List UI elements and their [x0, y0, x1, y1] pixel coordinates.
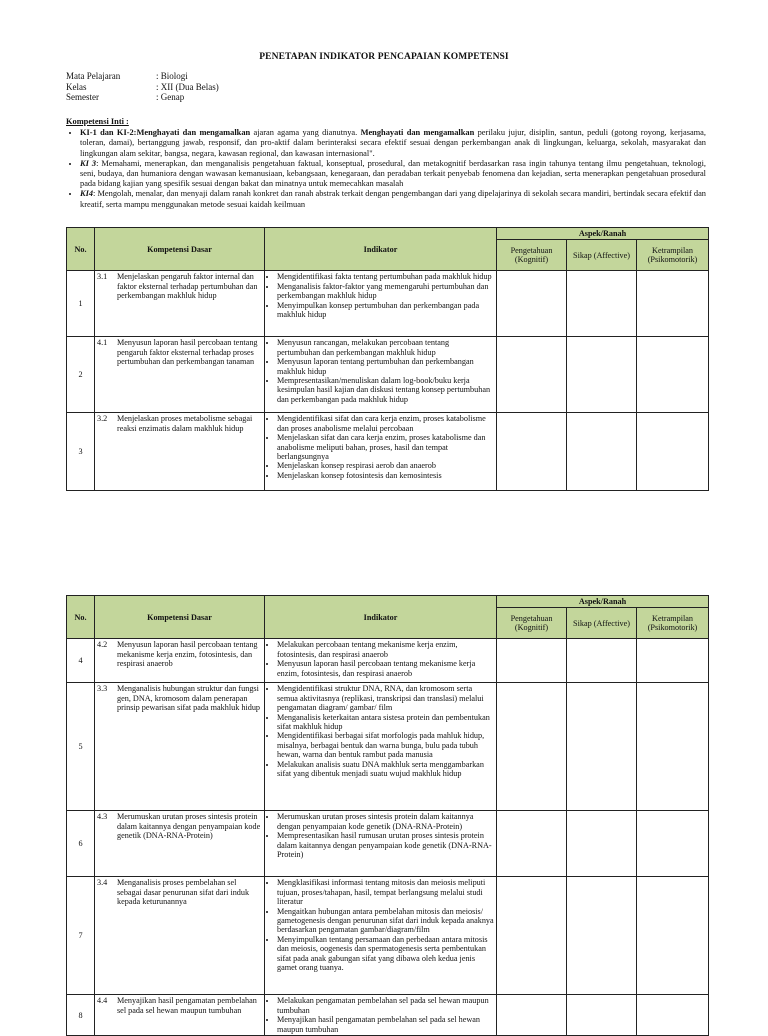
aspek-pengetahuan-cell [497, 683, 567, 811]
kd-text: Merumuskan urutan proses sintesis protein dalam kaitannya dengan penyampaian kode genetik (DNA-RNA-Protein) [117, 812, 261, 841]
table-row [67, 877, 709, 995]
info-label: Mata Pelajaran [66, 71, 121, 81]
row-number: 1 [67, 271, 95, 337]
header-keterampilan: Ketrampilan (Psikomotorik) [637, 608, 709, 639]
table-row [67, 337, 709, 413]
ki-lead: KI-1 dan KI-2: [80, 128, 137, 138]
indikator-cell [265, 271, 497, 337]
info-row [66, 71, 219, 82]
header-pengetahuan: Pengetahuan (Kognitif) [497, 240, 567, 271]
indikator-item: • Mengidentifikasi berbagai sifat morfologis pada mahluk hidup, misalnya, berbagai bentuk dan warna bunga, bulu pada tubuh hewan, warna dan bentuk rambut pada manusia [277, 731, 494, 759]
aspek-pengetahuan-cell [497, 413, 567, 491]
aspek-keterampilan-cell [637, 877, 709, 995]
aspek-sikap-cell [567, 639, 637, 683]
row-number: 6 [67, 811, 95, 877]
aspek-pengetahuan-cell [497, 271, 567, 337]
kd-number: 4.3 [97, 812, 108, 822]
aspek-pengetahuan-cell [497, 995, 567, 1036]
ki-list [66, 128, 706, 210]
table-row [67, 811, 709, 877]
kompetensi-dasar-cell [95, 413, 265, 491]
header-sikap: Sikap (Affective) [567, 608, 637, 639]
aspek-pengetahuan-cell [497, 337, 567, 413]
info-value: : XII (Dua Belas) [156, 81, 219, 92]
table-row [67, 271, 709, 337]
ki-text: : Mengolah, menalar, dan menyaji dalam ranah konkret dan ranah abstrak terkait dengan pengembangan dari yang dipelajarinya di sekolah secara mandiri, bertindak secara efektif dan kreatif, serta mampu menggunakan metode sesuai kaidah keilmuan [80, 189, 706, 209]
kd-text: Menyusun laporan hasil percobaan tentang pengaruh faktor eksternal terhadap proses pertumbuhan dan perkembangan tanaman [117, 338, 258, 367]
indikator-item: • Menyusun laporan hasil percobaan tentang mekanisme kerja enzim, fotosintesis, dan respirasi anaerob [277, 659, 494, 678]
row-number: 2 [67, 337, 95, 413]
aspek-keterampilan-cell [637, 337, 709, 413]
indikator-item: • Menjelaskan konsep fotosintesis dan kemosintesis [277, 471, 494, 480]
header-aspek: Aspek/Ranah [497, 596, 709, 608]
indikator-item: • Mempresentasikan hasil rumusan urutan proses sintesis protein dalam kaitannya dengan penyampaian kode genetik (DNA-RNA-Protein) [277, 831, 494, 859]
kompetensi-inti [66, 117, 706, 210]
aspek-pengetahuan-cell [497, 877, 567, 995]
indikator-cell [265, 877, 497, 995]
indikator-item: • Menyajikan hasil pengamatan pembelahan sel pada sel hewan maupun tumbuhan [277, 1015, 494, 1034]
indikator-item: • Menyimpulkan konsep pertumbuhan dan perkembangan pada makhluk hidup [277, 301, 494, 320]
table-row [67, 413, 709, 491]
header-pengetahuan: Pengetahuan (Kognitif) [497, 608, 567, 639]
indikator-item: • Menjelaskan sifat dan cara kerja enzim, proses katabolisme dan anabolisme meliputi bahan, proses, hasil dan tempat berlangsungnya [277, 433, 494, 461]
kd-number: 3.3 [97, 684, 108, 694]
ki-item [80, 159, 706, 190]
indikator-list [267, 684, 494, 778]
indikator-item: • Menganalisis keterkaitan antara sistesa protein dan pembentukan sifat makhluk hidup [277, 713, 494, 732]
ki-item [80, 128, 706, 159]
kd-text: Menganalisis hubungan struktur dan fungsi gen, DNA, kromosom dalam penerapan prinsip pewarisan sifat pada makhluk hidup [117, 684, 261, 713]
info-row [66, 92, 219, 103]
competency-table-2 [66, 595, 709, 1036]
table-row [67, 995, 709, 1036]
aspek-keterampilan-cell [637, 683, 709, 811]
aspek-keterampilan-cell [637, 413, 709, 491]
kd-number: 3.2 [97, 414, 108, 424]
indikator-item: • Merumuskan urutan proses sintesis protein dalam kaitannya dengan penyampaian kode genetik (DNA-RNA-Protein) [277, 812, 494, 831]
kompetensi-dasar-cell [95, 683, 265, 811]
kd-number: 4.1 [97, 338, 108, 348]
indikator-list [267, 812, 494, 859]
aspek-sikap-cell [567, 995, 637, 1036]
indikator-item: • Melakukan pengamatan pembelahan sel pada sel hewan maupun tumbuhan [277, 996, 494, 1015]
ki-item [80, 189, 706, 209]
ki-emphasis: Menghayati dan mengamalkan [136, 128, 251, 138]
indikator-item: • Menyimpulkan tentang persamaan dan perbedaan antara mitosis dan meiosis, oogenesis dan spermatogenesis serta pembentukan sifat pada anak gabungan sifat yang dibawa oleh kedua jenis gamet orang tuanya. [277, 935, 494, 973]
kompetensi-dasar-cell [95, 877, 265, 995]
ki-text: perilaku jujur, disiplin, santun, peduli (gotong royong, kerjasama, toleran, damai), bertanggung jawab, responsif, dan pro-aktif dalam berinteraksi secara efektif sesuai dengan perkembangan anak di lingkungan, keluarga, sekolah, masyarakat dan lingkungan alam sekitar, bangsa, negara, kawasan regional, dan kawasan internasional". [80, 128, 706, 158]
kd-number: 4.4 [97, 996, 108, 1006]
aspek-sikap-cell [567, 811, 637, 877]
document-title: PENETAPAN INDIKATOR PENCAPAIAN KOMPETENSI [259, 52, 509, 62]
indikator-cell [265, 995, 497, 1036]
aspek-keterampilan-cell [637, 639, 709, 683]
indikator-list [267, 272, 494, 319]
aspek-sikap-cell [567, 337, 637, 413]
header-no: No. [67, 596, 95, 639]
aspek-sikap-cell [567, 271, 637, 337]
kd-number: 3.4 [97, 878, 108, 888]
header-no: No. [67, 228, 95, 271]
indikator-cell [265, 811, 497, 877]
indikator-list [267, 878, 494, 972]
indikator-item: • Menjelaskan konsep respirasi aerob dan anaerob [277, 461, 494, 470]
indikator-item: • Mengklasifikasi informasi tentang mitosis dan meiosis meliputi tujuan, proses/tahapan, hasil, tempat berlangsung melalui studi literatur [277, 878, 494, 906]
info-value: : Genap [156, 92, 185, 102]
ki-lead: KI4 [80, 189, 94, 199]
row-number: 5 [67, 683, 95, 811]
aspek-pengetahuan-cell [497, 811, 567, 877]
indikator-item: • Menganalisis faktor-faktor yang memengaruhi pertumbuhan dan perkembangan makhluk hidup [277, 282, 494, 301]
kd-text: Menyusun laporan hasil percobaan tentang mekanisme kerja enzim, fotosintesis, dan respirasi anaerob [117, 640, 258, 669]
ki-text: ajaran agama yang dianutnya. [250, 128, 361, 138]
header-aspek: Aspek/Ranah [497, 228, 709, 240]
kd-text: Menganalisis proses pembelahan sel sebagai dasar penurunan sifat dari induk kepada keturunannya [117, 878, 250, 907]
ki-heading: Kompetensi Inti : [66, 117, 129, 126]
kd-number: 3.1 [97, 272, 108, 282]
table-row [67, 683, 709, 811]
ki-emphasis: Menghayati dan mengamalkan [360, 128, 475, 138]
indikator-item: • Mempresentasikan/menuliskan dalam log-book/buku kerja kesimpulan hasil kajian dan diskusi tentang konsep pertumbuhan dan perkembangan pada makhluk hidup [277, 376, 494, 404]
indikator-cell [265, 683, 497, 811]
ki-text: : Memahami, menerapkan, dan menganalisis pengetahuan faktual, konseptual, prosedural, dan metakognitif berdasarkan rasa ingin tahunya tentang ilmu pengetahuan, teknologi, seni, budaya, dan humaniora dengan wawasan kemanusiaan, kebangsaan, kenegaraan, dan peradaban terkait penyebab fenomena dan kejadian, serta menerapkan pengetahuan prosedural pada bidang kajian yang spesifik sesuai dengan bakat dan minatnya untuk memecahkan masalah [80, 158, 706, 189]
aspek-sikap-cell [567, 877, 637, 995]
kompetensi-dasar-cell [95, 811, 265, 877]
indikator-item: • Melakukan analisis suatu DNA makhluk serta menggambarkan sifat yang dibentuk menjadi suatu wujud makhluk hidup [277, 760, 494, 779]
aspek-pengetahuan-cell [497, 639, 567, 683]
indikator-list [267, 996, 494, 1034]
kd-text: Menjelaskan proses metabolisme sebagai reaksi enzimatis dalam makhluk hidup [117, 414, 253, 433]
indikator-item: • Mengidentifikasi sifat dan cara kerja enzim, proses katabolisme dan proses anabolisme melalui percobaan [277, 414, 494, 433]
header-indikator: Indikator [265, 228, 497, 271]
info-label: Semester [66, 92, 99, 102]
indikator-cell [265, 337, 497, 413]
indikator-list [267, 414, 494, 480]
indikator-item: • Mengidentifikasi fakta tentang pertumbuhan pada makhluk hidup [277, 272, 494, 281]
indikator-item: • Menyusun rancangan, melakukan percobaan tentang pertumbuhan dan perkembangan makhluk hidup [277, 338, 494, 357]
kompetensi-dasar-cell [95, 337, 265, 413]
row-number: 7 [67, 877, 95, 995]
row-number: 8 [67, 995, 95, 1036]
aspek-keterampilan-cell [637, 271, 709, 337]
subject-info [66, 71, 219, 103]
kd-number: 4.2 [97, 640, 108, 650]
header-keterampilan: Ketrampilan (Psikomotorik) [637, 240, 709, 271]
info-label: Kelas [66, 81, 87, 92]
indikator-cell [265, 639, 497, 683]
table-body [67, 639, 709, 1036]
row-number: 3 [67, 413, 95, 491]
info-row [66, 82, 219, 93]
kompetensi-dasar-cell [95, 639, 265, 683]
row-number: 4 [67, 639, 95, 683]
aspek-sikap-cell [567, 683, 637, 811]
indikator-item: • Menyusun laporan tentang pertumbuhan dan perkembangan makhluk hidup [277, 357, 494, 376]
header-kompetensi-dasar: Kompetensi Dasar [95, 596, 265, 639]
table-body [67, 271, 709, 491]
kompetensi-dasar-cell [95, 271, 265, 337]
indikator-list [267, 640, 494, 678]
indikator-list [267, 338, 494, 404]
header-indikator: Indikator [265, 596, 497, 639]
header-kompetensi-dasar: Kompetensi Dasar [95, 228, 265, 271]
indikator-item: • Melakukan percobaan tentang mekanisme kerja enzim, fotosintesis, dan respirasi anaerob [277, 640, 494, 659]
header-sikap: Sikap (Affective) [567, 240, 637, 271]
indikator-item: • Mengaitkan hubungan antara pembelahan mitosis dan meiosis/ gametogenesis dengan penurunan sifat dari induk kepada anaknya berdasarkan pengamatan gambar/diagram/film [277, 907, 494, 935]
indikator-cell [265, 413, 497, 491]
ki-lead: KI 3 [80, 158, 97, 168]
aspek-keterampilan-cell [637, 995, 709, 1036]
aspek-sikap-cell [567, 413, 637, 491]
competency-table-1 [66, 227, 709, 491]
kompetensi-dasar-cell [95, 995, 265, 1036]
kd-text: Menyajikan hasil pengamatan pembelahan sel pada sel hewan maupun tumbuhan [117, 996, 257, 1015]
aspek-keterampilan-cell [637, 811, 709, 877]
table-row [67, 639, 709, 683]
kd-text: Menjelaskan pengaruh faktor internal dan faktor eksternal terhadap pertumbuhan dan perkembangan makhluk hidup [117, 272, 258, 301]
indikator-item: • Mengidentifikasi struktur DNA, RNA, dan kromosom serta semua aktivitasnya (replikasi, transkripsi dan translasi) melalui pengamatan diagram/ gambar/ film [277, 684, 494, 712]
info-value: : Biologi [156, 71, 188, 81]
